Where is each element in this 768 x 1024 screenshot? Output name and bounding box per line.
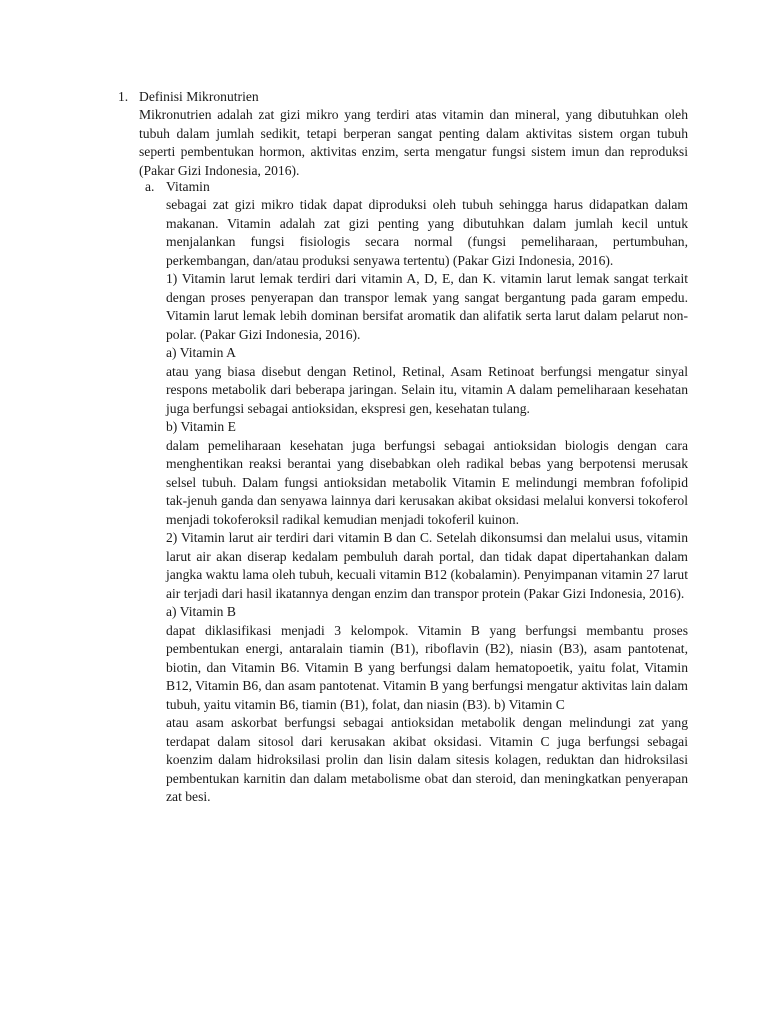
list-number: 1. — [118, 89, 129, 104]
vitamin-e-heading: b) Vitamin E — [166, 419, 236, 434]
vitamin-a-heading: a) Vitamin A — [166, 345, 236, 360]
vitamin-c-paragraph: atau asam askorbat berfungsi sebagai antioksidan metabolik dengan melindungi zat yang terdapat dalam sitosol dari kerusakan akibat oksidasi. Vitamin C juga berfungsi sebagai koenzim dalam hidroksilasi prolin dan lisin dalam sitesis kolagen, reduktan dan hidroksilasi pembentukan karnitin dan dalam metabolisme obat dan steroid, dan meningkatkan penyerapan zat besi. — [166, 715, 688, 804]
subsection-title: Vitamin — [166, 179, 210, 194]
vitamin-b-paragraph: dapat diklasifikasi menjadi 3 kelompok. Vitamin B yang berfungsi membantu proses pembentukan energi, antaralain tiamin (B1), riboflavin (B2), niasin (B3), asam pantotenat, biotin, dan Vitamin B6. Vitamin B yang berfungsi dalam hematopoetik, yaitu folat, Vitamin B12, Vitamin B6, dan asam pantotenat. Vitamin B yang berfungsi mengatur aktivitas lain dalam tubuh, yaitu vitamin B6, tiamin (B1), folat, dan niasin (B3). b) Vitamin C — [166, 622, 688, 712]
intro-paragraph: Mikronutrien adalah zat gizi mikro yang terdiri atas vitamin dan mineral, yang dibutuhkan oleh tubuh dalam jumlah sedikit, tetapi berperan sangat penting dalam aktivitas sistem organ tubuh seperti pembentukan hormon, aktivitas enzim, serta mengatur fungsi sistem imun dan reproduksi (Pakar Gizi Indonesia, 2016). — [139, 107, 688, 178]
section-title: Definisi Mikronutrien — [139, 89, 259, 104]
vitamin-a-paragraph: atau yang biasa disebut dengan Retinol, Retinal, Asam Retinoat berfungsi mengatur sinyal respons metabolik dari beberapa jaringan. Selain itu, vitamin A dalam pemeliharaan kesehatan juga berfungsi sebagai antioksidan, ekspresi gen, kesehatan tulang. — [166, 363, 688, 416]
sublist-letter: a. — [145, 179, 155, 194]
vitamin-content — [166, 196, 688, 807]
water-soluble-paragraph: 2) Vitamin larut air terdiri dari vitamin B dan C. Setelah dikonsumsi dan melalui usus, vitamin larut air akan diserap kedalam pembuluh darah portal, dan tidak dapat dipertahankan dalam jangka waktu lama oleh tubuh, kecuali vitamin B12 (kobalamin). Penyimpanan vitamin 27 larut air terjadi dari hasil ikatannya dengan enzim dan transpor protein (Pakar Gizi Indonesia, 2016). — [166, 530, 688, 601]
vitamin-e-paragraph: dalam pemeliharaan kesehatan juga berfungsi sebagai antioksidan biologis dengan cara menghentikan reaksi berantai yang disebabkan oleh radikal bebas yang berpotensi merusak selsel tubuh. Dalam fungsi antioksidan metabolik Vitamin E melindungi membran fofolipid tak-jenuh ganda dan senyawa lainnya dari kerusakan akibat oksidasi melalui konversi tokoferol menjadi tokoferoksil radikal kemudian menjadi tokoferil kuinon. — [166, 437, 688, 527]
vitamin-intro-paragraph: sebagai zat gizi mikro tidak dapat diproduksi oleh tubuh sehingga harus didapatkan dalam makanan. Vitamin adalah zat gizi penting yang dibutuhkan dalam jumlah kecil untuk menjalankan fungsi fisiologis secara normal (fungsi pemeliharaan, pertumbuhan, perkembangan, dan/atau produksi senyawa tertentu) (Pakar Gizi Indonesia, 2016). — [166, 197, 688, 268]
fat-soluble-paragraph: 1) Vitamin larut lemak terdiri dari vitamin A, D, E, dan K. vitamin larut lemak sangat terkait dengan proses penyerapan dan transpor lemak yang sangat bergantung pada garam empedu. Vitamin larut lemak lebih dominan bersifat aromatik dan alifatik serta larut dalam pelarut non-polar. (Pakar Gizi Indonesia, 2016). — [166, 271, 688, 342]
vitamin-b-heading: a) Vitamin B — [166, 604, 236, 619]
